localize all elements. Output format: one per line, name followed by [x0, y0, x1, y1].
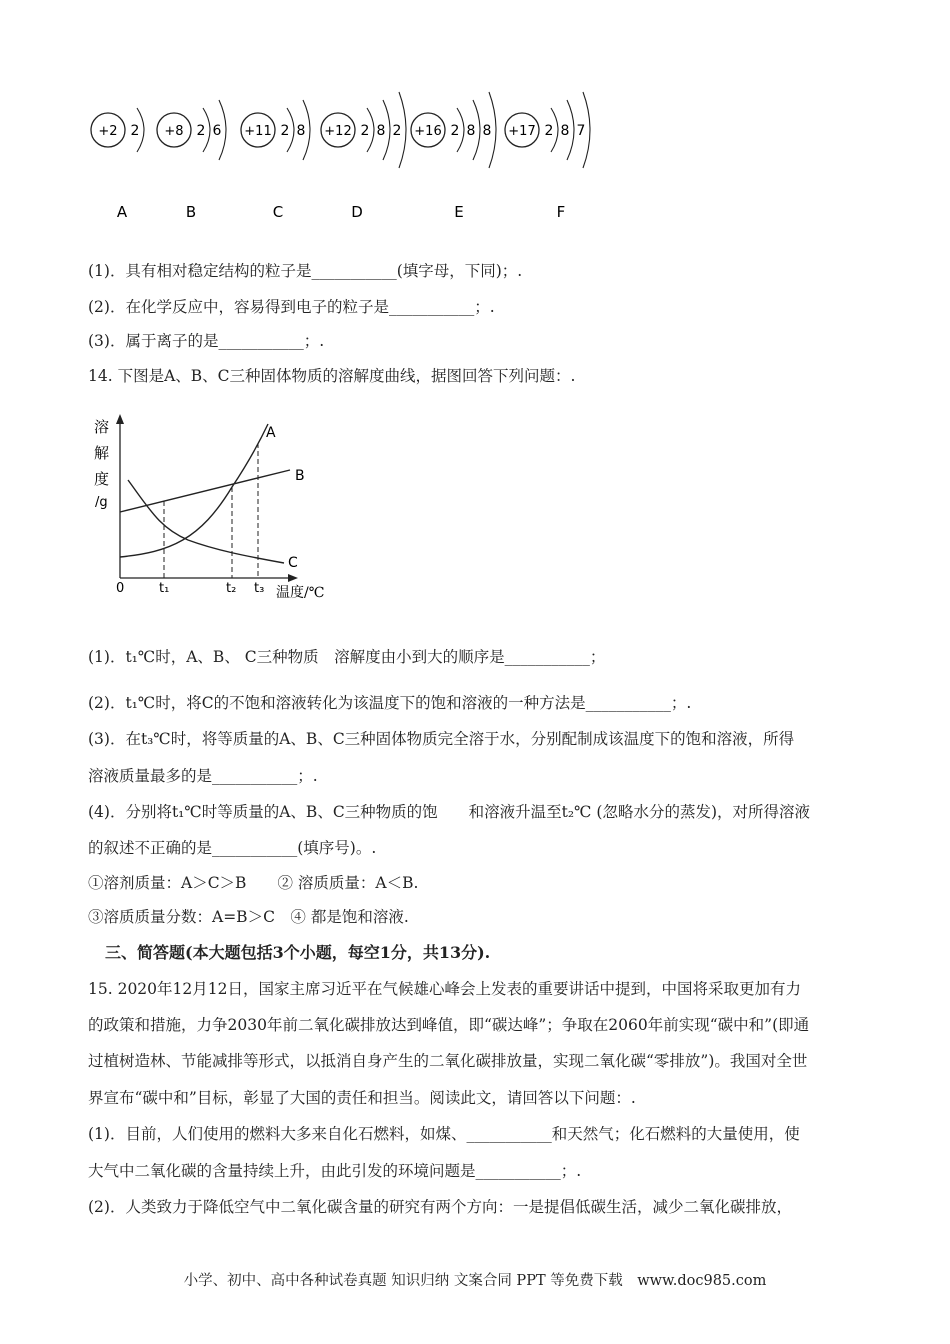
atom-label-B: B [185, 203, 197, 221]
electron-count-B-1: 2 [196, 123, 206, 139]
origin-label: 0 [116, 581, 125, 596]
electron-count-F-1: 2 [544, 123, 554, 139]
q13-line-1: (1)．具有相对稳定结构的粒子是___________(填字母，下同)；. [88, 262, 523, 280]
ylabel-char-4: /g [95, 495, 108, 510]
electron-count-B-2: 6 [212, 123, 222, 139]
y-axis-arrow [116, 414, 124, 424]
nucleus-charge-F: +17 [508, 124, 536, 139]
electron-count-E-3: 8 [482, 123, 492, 139]
series-C-label: C [288, 555, 298, 571]
solubility-chart [88, 408, 348, 618]
atoms-group [91, 92, 590, 221]
electron-count-A-1: 2 [130, 123, 140, 139]
nucleus-charge-B: +8 [164, 124, 184, 139]
series-B-label: B [295, 468, 305, 484]
electron-count-F-3: 7 [576, 123, 586, 139]
q14-option-1: ①溶剂质量：A＞C＞B ② 溶质质量：A＜B. [88, 874, 419, 892]
page-footer: 小学、初中、高中各种试卷真题 知识归纳 文案合同 PPT 等免费下载 www.doc985.com [183, 1273, 767, 1289]
q13-line-3: (3)．属于离子的是___________；. [88, 332, 325, 350]
q15-line-7: (2)．人类致力于降低空气中二氧化碳含量的研究有两个方向：一是提倡低碳生活，减少二氧化碳排放， [88, 1198, 792, 1216]
tick-t3: t₃ [254, 581, 265, 596]
x-axis-arrow [288, 574, 298, 582]
ylabel-char-1: 溶 [94, 418, 110, 436]
atom-label-E: E [454, 203, 464, 221]
q15-line-2: 的政策和措施，力争2030年前二氧化碳排放达到峰值，即“碳达峰”；争取在2060年前实现“碳中和”(即通 [88, 1016, 810, 1034]
series-B-line [120, 470, 290, 512]
electron-count-D-1: 2 [360, 123, 370, 139]
electron-count-E-2: 8 [466, 123, 476, 139]
xlabel: 温度/℃ [276, 585, 325, 601]
q14-option-2: ③溶质质量分数：A=B＞C ④ 都是饱和溶液. [88, 908, 409, 926]
q15-line-5: (1)．目前，人们使用的燃料大多来自化石燃料，如煤、___________和天然气；化石燃料的大量使用，使 [88, 1125, 800, 1143]
q14-line-6: 的叙述不正确的是___________(填序号)。. [88, 839, 377, 857]
q15-line-4: 界宣布“碳中和”目标，彰显了大国的责任和担当。阅读此文，请回答以下问题：. [88, 1089, 636, 1107]
q13-line-2: (2)．在化学反应中，容易得到电子的粒子是___________；. [88, 298, 495, 316]
atom-label-F: F [556, 203, 566, 221]
nucleus-charge-E: +16 [414, 124, 442, 139]
q14-line-5: (4)．分别将t₁℃时等质量的A、B、C三种物质的饱 和溶液升温至t₂℃ (忽略水分的蒸发)，对所得溶液 [88, 803, 810, 821]
nucleus-charge-C: +11 [244, 124, 272, 139]
electron-count-C-2: 8 [296, 123, 306, 139]
section-3-heading: 三、简答题(本大题包括3个小题，每空1分，共13分). [105, 943, 491, 962]
ylabel-char-3: 度 [94, 470, 110, 488]
q14-title: 14. 下图是A、B、C三种固体物质的溶解度曲线，据图回答下列问题：. [88, 367, 576, 385]
electron-count-C-1: 2 [280, 123, 290, 139]
electron-count-D-3: 2 [392, 123, 402, 139]
electron-count-D-2: 8 [376, 123, 386, 139]
tick-t2: t₂ [226, 581, 237, 596]
electron-count-E-1: 2 [450, 123, 460, 139]
q15-line-3: 过植树造林、节能减排等形式，以抵消自身产生的二氧化碳排放量，实现二氧化碳“零排放”)。我国对全世 [88, 1052, 808, 1070]
q14-line-3: (3)．在t₃℃时，将等质量的A、B、C三种固体物质完全溶于水，分别配制成该温度下的饱和溶液，所得 [88, 730, 795, 748]
tick-t1: t₁ [159, 581, 170, 596]
q14-line-2: (2)．t₁℃时，将C的不饱和溶液转化为该温度下的饱和溶液的一种方法是___________；. [88, 694, 692, 712]
series-A-label: A [266, 425, 276, 441]
ylabel-char-2: 解 [94, 444, 110, 462]
atom-label-C: C [272, 203, 284, 221]
nucleus-charge-D: +12 [324, 124, 352, 139]
electron-count-F-2: 8 [560, 123, 570, 139]
q15-line-1: 15. 2020年12月12日，国家主席习近平在气候雄心峰会上发表的重要讲话中提到，中国将采取更加有力 [88, 980, 801, 998]
atom-label-D: D [351, 203, 363, 221]
series-A-curve [120, 424, 268, 557]
q15-line-6: 大气中二氧化碳的含量持续上升，由此引发的环境问题是___________；. [88, 1162, 582, 1180]
nucleus-charge-A: +2 [98, 124, 118, 139]
atom-label-A: A [116, 203, 128, 221]
q14-line-1: (1)．t₁℃时，A、B、 C三种物质 溶解度由小到大的顺序是___________； [88, 648, 606, 666]
q14-line-4: 溶液质量最多的是___________；. [88, 767, 318, 785]
